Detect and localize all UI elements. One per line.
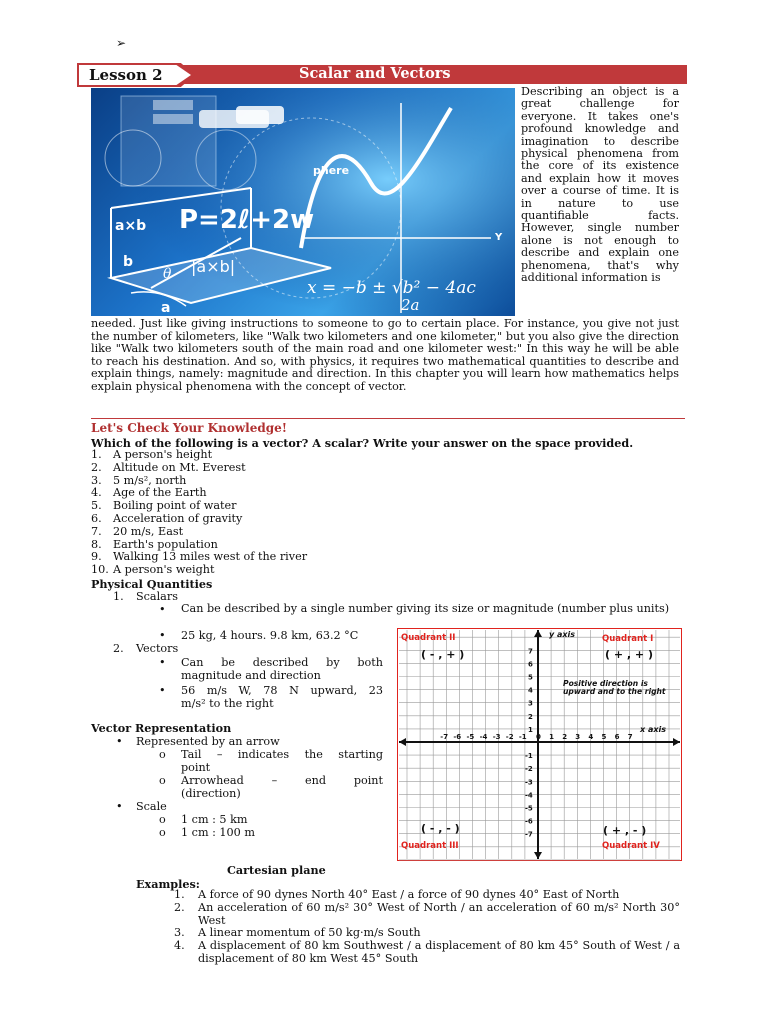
y-tick-label: -4: [525, 791, 533, 800]
y-tick-label: 7: [528, 647, 533, 656]
y-tick-label: -3: [525, 778, 533, 787]
arrowhead-definition-line2: (direction): [181, 787, 241, 800]
list-item: 10. A person's weight: [91, 563, 215, 577]
x-tick-label: 4: [588, 733, 594, 741]
x-tick-label: -4: [479, 733, 488, 741]
list-item: 2. An acceleration of 60 m/s² 30° West of North / an acceleration of 60 m/s² North 30° West: [174, 900, 680, 927]
check-question: Which of the following is a vector? A scalar? Write your answer on the space provided.: [91, 436, 634, 450]
vector-examples-line1: 56 m/s W, 78 N upward, 23: [181, 684, 383, 697]
y-tick-label: -5: [525, 804, 533, 813]
vector-definition-line1: Can be described by both: [181, 656, 383, 669]
quadrant-ii-signs: ( - , + ): [421, 648, 465, 661]
scale-example-km: 1 cm : 5 km: [181, 813, 248, 826]
math-collage-art: [91, 88, 515, 316]
vectors-number: 2.: [113, 642, 124, 655]
y-tick-label: -7: [525, 830, 533, 839]
sub-bullet-icon: o: [159, 748, 166, 761]
x-tick-label: -5: [466, 733, 475, 741]
hero-formula-denominator: 2a: [401, 296, 420, 314]
scalars-number: 1.: [113, 590, 124, 603]
hero-formula-cross: |a×b|: [191, 257, 236, 276]
vector-examples-line2: m/s² to the right: [181, 697, 274, 710]
scale-example-m: 1 cm : 100 m: [181, 826, 255, 839]
x-tick-label: 6: [614, 733, 620, 741]
sub-bullet-icon: o: [159, 813, 166, 826]
cartesian-plane-caption: Cartesian plane: [227, 863, 326, 877]
list-item: 1. A person's height: [91, 448, 213, 461]
axis-arrowhead-icon: [534, 630, 542, 637]
list-item: 4. A displacement of 80 km Southwest / a displacement of 80 km 45° South of West / a displacement of 80 km West 45° South: [174, 939, 680, 965]
x-tick-label: 7: [627, 733, 633, 741]
y-tick-label: -2: [525, 765, 533, 774]
y-tick-label: 6: [528, 660, 533, 669]
lesson-label: Lesson 2: [89, 66, 163, 84]
y-tick-label: 4: [528, 686, 533, 695]
y-tick-label: 3: [528, 699, 533, 708]
x-tick-label: 3: [575, 733, 581, 741]
intro-paragraph-continued: needed. Just like giving instructions to someone to go to certain place. For instance, you give not just the number of kilometers, like "Walk two kilometers and one kilometer," but you also give the direction like "Walk two kilometers south of the main road and one kilometer west:" In this way he will be able to reach his destination. And so, with physics, it requires two mathematical quantities to describe and explain things, namely: magnitude and direction. In this chapter you will learn how mathematics helps explain physical phenomena with the concept of vector.: [91, 317, 679, 393]
positive-direction-note-line1: Positive direction is: [563, 679, 648, 688]
x-tick-label: 0: [536, 733, 541, 741]
hero-formula-quadratic: x = −b ± √b² − 4ac: [307, 278, 476, 298]
y-tick-label: 2: [528, 712, 533, 721]
hero-label-sphere: phere: [313, 164, 350, 177]
list-item: 1. A force of 90 dynes North 40° East / a force of 90 dynes 40° East of North: [174, 888, 620, 901]
list-item: 3. 5 m/s², north: [91, 473, 187, 487]
vectors-label: Vectors: [136, 642, 179, 655]
check-knowledge-heading: Let's Check Your Knowledge!: [91, 418, 685, 435]
physical-quantities-heading: Physical Quantities: [91, 577, 213, 591]
x-tick-label: 5: [601, 733, 607, 741]
vector-representation-heading: Vector Representation: [91, 721, 232, 735]
scalars-label: Scalars: [136, 590, 178, 603]
y-tick-label: -6: [525, 817, 533, 826]
bullet-arrow-icon: ➢: [116, 36, 127, 50]
x-tick-label: -1: [518, 733, 527, 741]
scale-label: Scale: [136, 800, 167, 813]
scalar-definition: Can be described by a single number giving its size or magnitude (number plus units): [181, 602, 670, 615]
x-tick-label: 2: [562, 733, 568, 741]
list-item: 8. Earth's population: [91, 537, 218, 551]
cartesian-plane: [397, 628, 682, 861]
y-tick-label: 5: [528, 673, 533, 682]
y-tick-label: 1: [528, 725, 533, 734]
list-item: 5. Boiling point of water: [91, 499, 237, 513]
list-item: 4. Age of the Earth: [91, 486, 207, 500]
axis-arrowhead-icon: [673, 738, 680, 746]
tail-definition-line1: Tail – indicates the starting: [181, 748, 383, 761]
list-item: 7. 20 m/s, East: [91, 524, 184, 538]
y-tick-label: -1: [525, 752, 533, 761]
hero-label-a: a: [161, 300, 171, 316]
cartesian-plane-figure: [397, 628, 682, 861]
list-item: 9. Walking 13 miles west of the river: [91, 550, 308, 564]
examples-heading: Examples:: [136, 877, 200, 891]
quadrant-iv-label: Quadrant IV: [602, 841, 660, 851]
x-tick-label: -6: [453, 733, 462, 741]
intro-paragraph-column: Describing an object is a great challenge for everyone. It takes one's profound knowledge and imagination to describe physical phenomena from the core of its existence and explain how it moves over a course of time. It is in nature to use quantifiable facts. However, single number alone is not enough to describe and explain one phenomena, that's why additional information is: [521, 85, 679, 285]
x-tick-label: -2: [505, 733, 514, 741]
bullet-icon: •: [116, 800, 123, 813]
x-tick-label: -3: [492, 733, 501, 741]
hero-label-b: b: [123, 254, 134, 270]
bullet-icon: •: [159, 684, 166, 697]
tail-definition-line2: point: [181, 761, 211, 774]
math-collage-image: [91, 88, 515, 316]
list-item: 6. Acceleration of gravity: [91, 511, 243, 525]
bullet-icon: •: [116, 735, 123, 748]
question-list: [91, 449, 307, 577]
x-tick-label: -7: [440, 733, 449, 741]
axis-arrowhead-icon: [399, 738, 406, 746]
positive-direction-note-line2: upward and to the right: [563, 687, 666, 696]
quadrant-iii-signs: ( - , - ): [421, 822, 460, 835]
bullet-icon: •: [159, 629, 166, 642]
arrowhead-definition-line1: Arrowhead – end point: [181, 774, 383, 787]
y-axis-label: y axis: [549, 630, 576, 639]
quadrant-iii-label: Quadrant III: [401, 841, 459, 851]
scalar-examples: 25 kg, 4 hours. 9.8 km, 63.2 °C: [181, 629, 359, 642]
lesson-title: Scalar and Vectors: [299, 65, 451, 82]
sub-bullet-icon: o: [159, 826, 166, 839]
hero-formula-axb: a×b: [115, 218, 147, 234]
quadrant-ii-label: Quadrant II: [401, 633, 456, 643]
list-item: 3. A linear momentum of 50 kg·m/s South: [174, 926, 421, 940]
axis-arrowhead-icon: [534, 852, 542, 859]
list-item: 2. Altitude on Mt. Everest: [91, 460, 246, 474]
quadrant-i-signs: ( + , + ): [605, 648, 653, 661]
quadrant-i-label: Quadrant I: [602, 634, 654, 644]
sub-bullet-icon: o: [159, 774, 166, 787]
x-axis-label: x axis: [640, 725, 667, 734]
bullet-icon: •: [159, 603, 166, 616]
arrow-representation: Represented by an arrow: [136, 735, 280, 748]
x-tick-label: 1: [549, 733, 554, 741]
bullet-icon: •: [159, 656, 166, 669]
lesson-header: [77, 63, 687, 87]
examples-list: [174, 889, 680, 966]
hero-label-theta: θ: [163, 266, 172, 282]
vector-definition-line2: magnitude and direction: [181, 669, 321, 682]
hero-label-y: Y: [495, 232, 503, 243]
hero-formula-main: P=2ℓ+2w: [179, 205, 315, 235]
quadrant-iv-signs: ( + , - ): [603, 824, 647, 837]
